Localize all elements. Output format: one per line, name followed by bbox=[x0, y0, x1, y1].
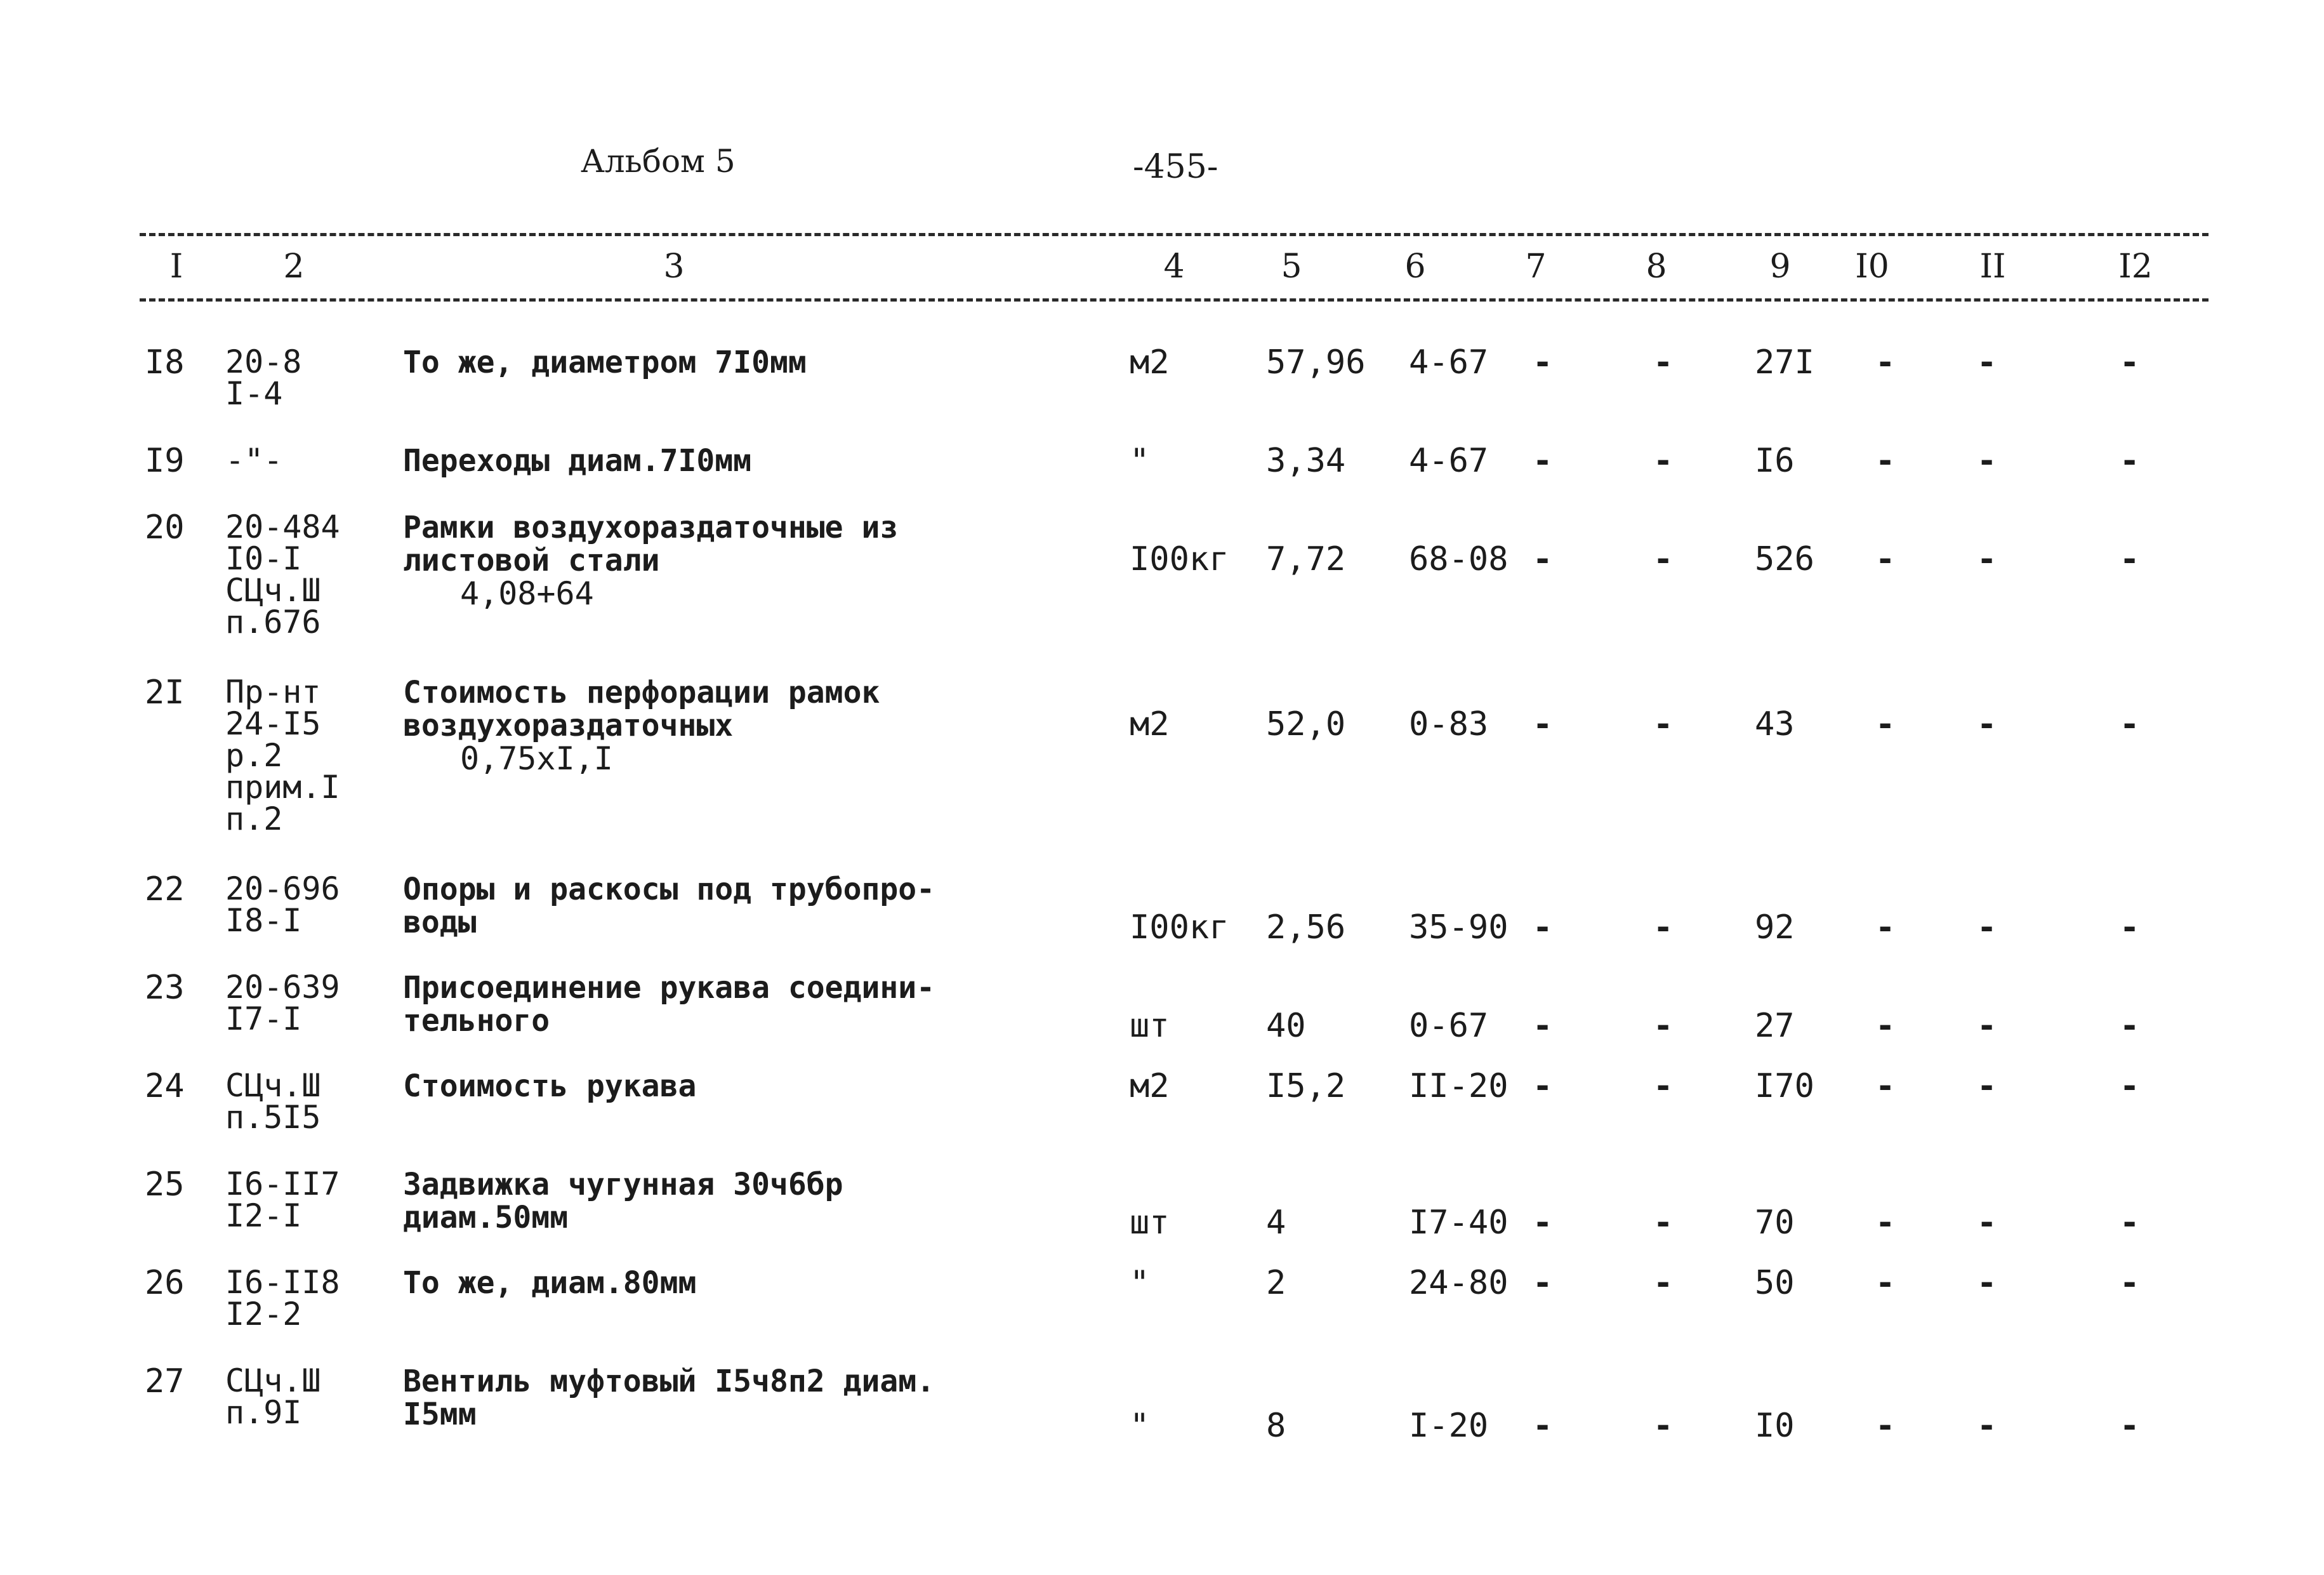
cell-c7: - bbox=[1533, 1407, 1553, 1445]
cell-unit: " bbox=[1130, 442, 1150, 480]
cell-qty: 7,72 bbox=[1266, 540, 1346, 578]
cell-c11: - bbox=[1977, 1067, 1997, 1105]
cell-c7: - bbox=[1533, 705, 1553, 743]
header-bottom-rule bbox=[140, 298, 2208, 302]
cell-desc bbox=[403, 676, 880, 775]
cell-num: 23 bbox=[145, 969, 185, 1007]
cell-c8: - bbox=[1653, 343, 1674, 382]
cell-c11: - bbox=[1977, 1264, 1997, 1302]
description-text: Задвижка чугунная 30ч6бр диам.50мм bbox=[403, 1167, 843, 1235]
cell-c7: - bbox=[1533, 540, 1553, 578]
description-text: То же, диаметром 7I0мм bbox=[403, 345, 807, 380]
cell-c9: I0 bbox=[1755, 1407, 1795, 1445]
cell-c9: 27I bbox=[1755, 343, 1814, 382]
cell-c7: - bbox=[1533, 343, 1553, 382]
cell-code: 20-639 I7-I bbox=[225, 969, 340, 1037]
cell-qty: 57,96 bbox=[1266, 343, 1366, 382]
cell-c8: - bbox=[1653, 1007, 1674, 1045]
cell-c8: - bbox=[1653, 705, 1674, 743]
cell-c12: - bbox=[2120, 908, 2140, 947]
cell-c11: - bbox=[1977, 1204, 1997, 1242]
cell-unit: шт bbox=[1130, 1204, 1170, 1242]
description-text: Рамки воздухораздаточные из листовой стали bbox=[403, 510, 899, 578]
cell-unit: м2 bbox=[1130, 343, 1170, 382]
cell-c8: - bbox=[1653, 1407, 1674, 1445]
cell-price: 4-67 bbox=[1409, 343, 1489, 382]
cell-unit: " bbox=[1130, 1407, 1150, 1445]
column-header-5: 5 bbox=[1281, 248, 1302, 286]
cell-desc bbox=[403, 1266, 696, 1299]
column-header-7: 7 bbox=[1525, 248, 1547, 286]
cell-price: 35-90 bbox=[1409, 908, 1509, 947]
cell-c9: I6 bbox=[1755, 442, 1795, 480]
description-text: Вентиль муфтовый I5ч8п2 диам. I5мм bbox=[403, 1364, 935, 1432]
cell-c12: - bbox=[2120, 1264, 2140, 1302]
cell-code: 20-696 I8-I bbox=[225, 870, 340, 939]
cell-c10: - bbox=[1875, 908, 1896, 947]
cell-c12: - bbox=[2120, 442, 2140, 480]
cell-desc bbox=[403, 511, 898, 610]
cell-c12: - bbox=[2120, 705, 2140, 743]
column-header-1: I bbox=[169, 248, 183, 286]
cell-code: 20-484 I0-I СЦч.Ш п.676 bbox=[225, 508, 340, 641]
cell-num: 20 bbox=[145, 508, 185, 547]
cell-code: СЦч.Ш п.9I bbox=[225, 1362, 321, 1431]
cell-c11: - bbox=[1977, 343, 1997, 382]
page-number: -455- bbox=[1133, 148, 1218, 186]
cell-qty: 4 bbox=[1266, 1204, 1286, 1242]
cell-code: 20-8 I-4 bbox=[225, 343, 302, 412]
cell-c8: - bbox=[1653, 442, 1674, 480]
column-header-3: 3 bbox=[663, 248, 685, 286]
cell-desc bbox=[403, 971, 935, 1037]
cell-price: 0-83 bbox=[1409, 705, 1489, 743]
description-text: Опоры и раскосы под трубопро- воды bbox=[403, 872, 935, 940]
cell-c11: - bbox=[1977, 442, 1997, 480]
cell-c8: - bbox=[1653, 1067, 1674, 1105]
cell-num: 25 bbox=[145, 1166, 185, 1204]
description-text: Стоимость перфорации рамок воздухораздаточных bbox=[403, 675, 880, 743]
cell-c10: - bbox=[1875, 442, 1896, 480]
cell-c9: 526 bbox=[1755, 540, 1814, 578]
cell-price: I7-40 bbox=[1409, 1204, 1509, 1242]
description-text: То же, диам.80мм bbox=[403, 1265, 697, 1301]
cell-c11: - bbox=[1977, 1007, 1997, 1045]
cell-code: I6-II8 I2-2 bbox=[225, 1264, 340, 1332]
cell-qty: 52,0 bbox=[1266, 705, 1346, 743]
cell-desc bbox=[403, 873, 935, 939]
formula-text: 0,75хI,I bbox=[460, 740, 613, 777]
column-header-12: I2 bbox=[2118, 248, 2153, 286]
cell-c9: 92 bbox=[1755, 908, 1795, 947]
cell-desc bbox=[403, 1070, 696, 1103]
cell-code: СЦч.Ш п.5I5 bbox=[225, 1067, 321, 1136]
cell-c9: 50 bbox=[1755, 1264, 1795, 1302]
description-text: Переходы диам.7I0мм bbox=[403, 443, 752, 479]
column-header-11: II bbox=[1979, 248, 2006, 286]
description-text: Присоединение рукава соедини- тельного bbox=[403, 970, 935, 1039]
cell-c10: - bbox=[1875, 1264, 1896, 1302]
cell-c7: - bbox=[1533, 442, 1553, 480]
cell-qty: I5,2 bbox=[1266, 1067, 1346, 1105]
cell-num: 27 bbox=[145, 1362, 185, 1400]
column-header-9: 9 bbox=[1769, 248, 1791, 286]
cell-c8: - bbox=[1653, 908, 1674, 947]
cell-c10: - bbox=[1875, 705, 1896, 743]
cell-c9: 27 bbox=[1755, 1007, 1795, 1045]
cell-qty: 3,34 bbox=[1266, 442, 1346, 480]
cell-num: 24 bbox=[145, 1067, 185, 1105]
cell-c12: - bbox=[2120, 343, 2140, 382]
cell-desc bbox=[403, 1365, 935, 1431]
cell-unit: м2 bbox=[1130, 705, 1170, 743]
cell-c8: - bbox=[1653, 540, 1674, 578]
cell-c7: - bbox=[1533, 1264, 1553, 1302]
cell-unit: шт bbox=[1130, 1007, 1170, 1045]
page-header bbox=[0, 143, 2324, 194]
cell-code: I6-II7 I2-I bbox=[225, 1166, 340, 1234]
cell-c9: 43 bbox=[1755, 705, 1795, 743]
cell-c10: - bbox=[1875, 1007, 1896, 1045]
cell-c12: - bbox=[2120, 1067, 2140, 1105]
cell-c10: - bbox=[1875, 1067, 1896, 1105]
cell-c9: 70 bbox=[1755, 1204, 1795, 1242]
cell-price: 68-08 bbox=[1409, 540, 1509, 578]
cell-price: 24-80 bbox=[1409, 1264, 1509, 1302]
column-header-10: I0 bbox=[1855, 248, 1889, 286]
cell-c7: - bbox=[1533, 908, 1553, 947]
cell-c9: I70 bbox=[1755, 1067, 1814, 1105]
cell-c8: - bbox=[1653, 1264, 1674, 1302]
cell-price: 4-67 bbox=[1409, 442, 1489, 480]
cell-c12: - bbox=[2120, 1407, 2140, 1445]
cell-code: Пр-нт 24-I5 р.2 прим.I п.2 bbox=[225, 674, 340, 837]
column-header-6: 6 bbox=[1404, 248, 1426, 286]
cell-c10: - bbox=[1875, 1204, 1896, 1242]
cell-c11: - bbox=[1977, 1407, 1997, 1445]
album-title: Альбом 5 bbox=[581, 143, 736, 180]
cell-num: 2I bbox=[145, 674, 185, 712]
cell-c10: - bbox=[1875, 540, 1896, 578]
cell-c12: - bbox=[2120, 1007, 2140, 1045]
cell-price: 0-67 bbox=[1409, 1007, 1489, 1045]
formula-text: 4,08+64 bbox=[460, 575, 594, 612]
cell-c10: - bbox=[1875, 1407, 1896, 1445]
cell-c11: - bbox=[1977, 705, 1997, 743]
cell-qty: 40 bbox=[1266, 1007, 1306, 1045]
description-text: Стоимость рукава bbox=[403, 1068, 697, 1104]
cell-qty: 8 bbox=[1266, 1407, 1286, 1445]
cell-price: I-20 bbox=[1409, 1407, 1489, 1445]
column-header-2: 2 bbox=[283, 248, 305, 286]
table-top-rule bbox=[140, 233, 2208, 236]
column-header-4: 4 bbox=[1163, 248, 1185, 286]
cell-c12: - bbox=[2120, 1204, 2140, 1242]
cell-code: -"- bbox=[225, 442, 283, 479]
column-header-8: 8 bbox=[1646, 248, 1667, 286]
cell-c7: - bbox=[1533, 1007, 1553, 1045]
cell-desc bbox=[403, 444, 751, 477]
cell-unit: " bbox=[1130, 1264, 1150, 1302]
column-header-row bbox=[0, 248, 2324, 292]
cell-qty: 2 bbox=[1266, 1264, 1286, 1302]
cell-desc bbox=[403, 346, 807, 379]
cell-num: I9 bbox=[145, 442, 185, 480]
cell-num: 26 bbox=[145, 1264, 185, 1302]
cell-unit: м2 bbox=[1130, 1067, 1170, 1105]
cell-c8: - bbox=[1653, 1204, 1674, 1242]
cell-price: II-20 bbox=[1409, 1067, 1509, 1105]
cell-num: 22 bbox=[145, 870, 185, 908]
cell-c11: - bbox=[1977, 540, 1997, 578]
cell-c12: - bbox=[2120, 540, 2140, 578]
cell-c11: - bbox=[1977, 908, 1997, 947]
cell-c10: - bbox=[1875, 343, 1896, 382]
cell-unit: I00кг bbox=[1130, 540, 1229, 578]
cell-qty: 2,56 bbox=[1266, 908, 1346, 947]
cell-c7: - bbox=[1533, 1067, 1553, 1105]
cell-desc bbox=[403, 1168, 843, 1234]
cell-num: I8 bbox=[145, 343, 185, 382]
cell-c7: - bbox=[1533, 1204, 1553, 1242]
cell-unit: I00кг bbox=[1130, 908, 1229, 947]
